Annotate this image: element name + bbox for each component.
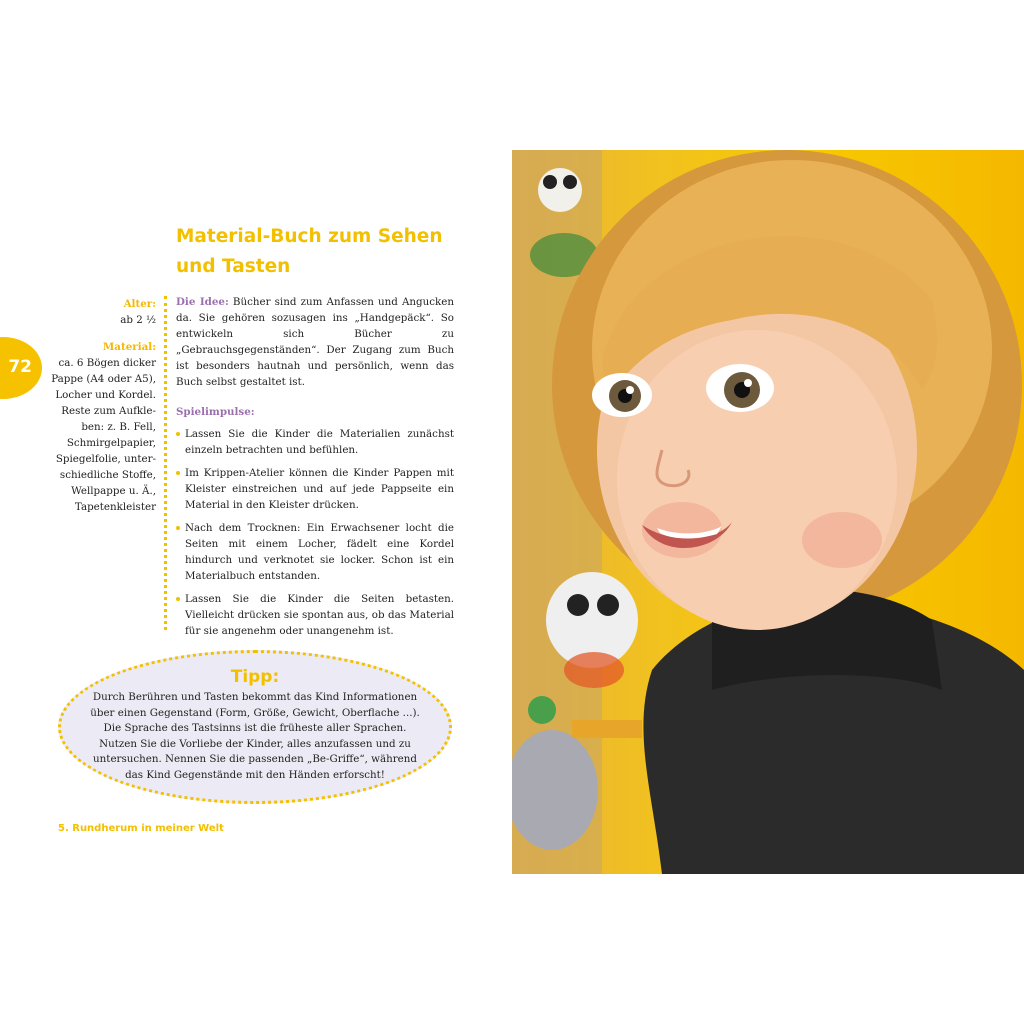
material-line: Reste zum Aufkle- [61, 405, 156, 417]
tip-title: Tipp: [230, 667, 280, 687]
tip-box [58, 650, 452, 804]
material-label: Material: [102, 341, 156, 353]
main-text [176, 294, 454, 646]
impulses-list [176, 426, 454, 639]
material-line: Wellpappe u. Ä., [71, 485, 156, 497]
age-value: ab 2 ½ [120, 314, 156, 326]
material-line: Spiegelfolie, unter- [55, 453, 156, 465]
title-line-1: Material-Buch zum Sehen [176, 226, 443, 247]
impulses-title: Spielimpulse: [176, 406, 255, 418]
list-item: Nach dem Trocknen: Ein Erwachsener locht die Seiten mit einem Locher, fädelt eine Kordel hindurch und verknotet sie locker. Schon ist ein Materialbuch entstanden. [176, 520, 454, 584]
material-line: Schmirgelpapier, [66, 437, 156, 449]
list-item: Lassen Sie die Kinder die Materialien zunächst einzeln betrachten und befühlen. [176, 426, 454, 458]
idea-paragraph [176, 294, 454, 390]
page-number-badge [0, 337, 42, 399]
idea-text: Bücher sind zum Anfassen und Angucken da. Sie gehören sozusagen ins „Handgepäck“. So entwickeln sich Bücher zu „Gebrauchsgegenständen“. Der Zugang zum Buch ist besonders hautnah und persönlich, wenn das Buch selbst gestaltet ist. [176, 296, 454, 388]
material-line: Pappe (A4 oder A5), [51, 373, 156, 385]
page-title [176, 222, 476, 282]
material-line: ben: z. B. Fell, [81, 421, 156, 433]
title-line-2: und Tasten [176, 256, 291, 277]
materials-sidebar [40, 296, 156, 515]
child-photo [512, 150, 1024, 874]
list-item: Im Krippen-Atelier können die Kinder Pappen mit Kleister einstreichen und auf jede Pappseite ein Material in den Kleister drücken. [176, 465, 454, 513]
list-item: Lassen Sie die Kinder die Seiten betasten. Vielleicht drücken sie spontan aus, ob das Material für sie angenehm oder unangenehm ist. [176, 591, 454, 639]
dotted-divider [164, 296, 167, 630]
child-photo-illustration [512, 150, 1024, 874]
idea-label: Die Idee: [176, 296, 229, 308]
tip-text: Durch Berühren und Tasten bekommt das Kind Informationen über einen Gegenstand (Form, Größe, Gewicht, Oberflache ...). Die Sprache des Tastsinns ist die früheste aller Sprachen. Nutzen Sie die Vorliebe der Kinder, alles anzufassen und zu untersuchen. Nennen Sie die passenden „Be-Griffe“, während das Kind Gegenstände mit den Händen erforscht! [90, 691, 420, 781]
material-line: Tapetenkleister [74, 501, 156, 513]
material-line: Locher und Kordel. [55, 389, 156, 401]
material-line: ca. 6 Bögen dicker [58, 357, 156, 369]
chapter-footer: 5. Rundherum in meiner Welt [58, 823, 224, 834]
material-line: schiedliche Stoffe, [59, 469, 156, 481]
age-label: Alter: [123, 298, 156, 310]
page-number: 72 [8, 357, 32, 377]
